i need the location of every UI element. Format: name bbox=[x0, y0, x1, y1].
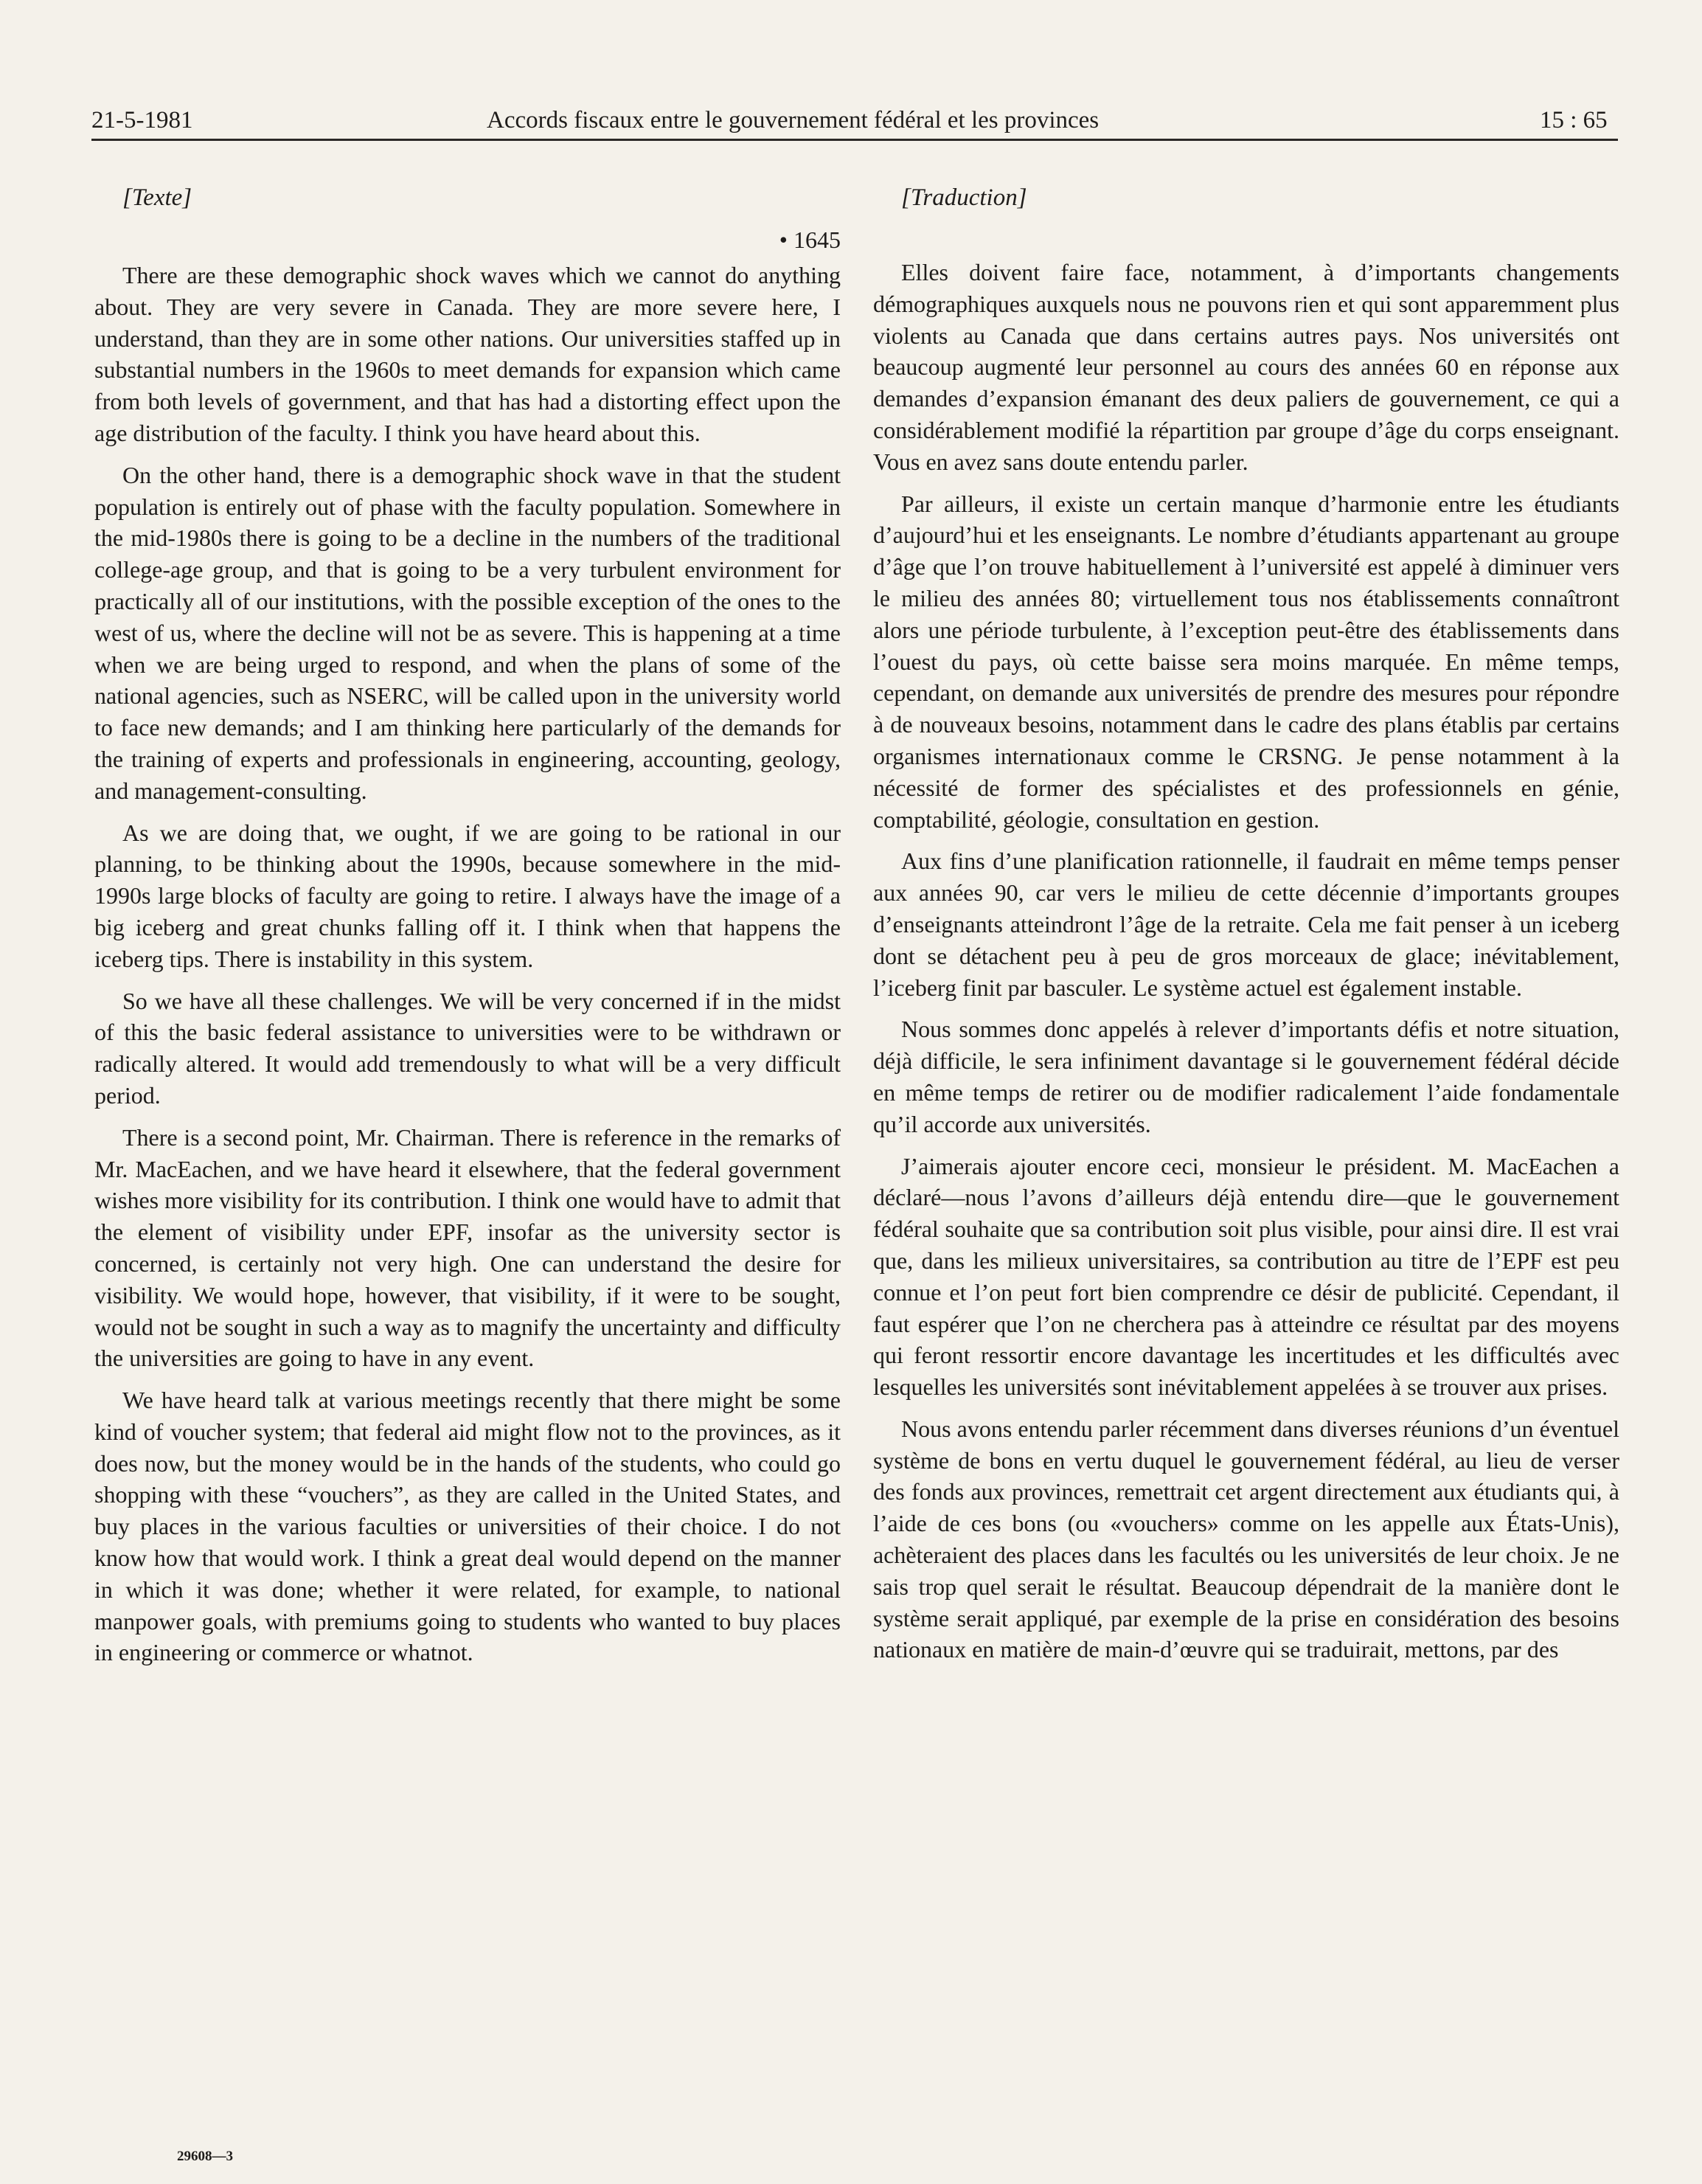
french-column bbox=[873, 181, 1619, 1676]
column-spacer bbox=[873, 224, 1619, 257]
paragraph: As we are doing that, we ought, if we are going to be rational in our planning, to be thinking about the 1990s, because somewhere in the mid-1990s large blocks of faculty are going to retire. I always have the image of a big iceberg and great chunks falling off it. I think when that happens the iceberg tips. There is instability in this system. bbox=[94, 819, 841, 972]
text-marker: [Texte] bbox=[122, 184, 192, 211]
paragraph: There are these demographic shock waves which we cannot do anything about. They are very severe in Canada. They are more severe here, I understand, than they are in some other nations. Our universities staffed up in substantial numbers in the 1960s to meet demands for expansion which came from both levels of government, and that has had a distorting effect upon the age distribution of the faculty. I think you have heard about this. bbox=[94, 262, 841, 446]
footer-code: 29608—3 bbox=[177, 2149, 233, 2164]
paragraph: On the other hand, there is a demographic shock wave in that the student population is entirely out of phase with the faculty population. Somewhere in the mid-1980s there is going to be a decline in the numbers of the traditional college-age group, and that is going to be a very turbulent environment for practically all of our institutions, with the possible exception of the ones to the west of us, where the decline will not be as severe. This is happening at a time when we are being urged to respond, and when the plans of some of the national agencies, such as NSERC, will be called upon in the university world to face new demands; and I am thinking here particularly of the demands for the training of experts and professionals in engineering, accounting, geology, and management-consulting. bbox=[94, 461, 841, 804]
time-reference: • 1645 bbox=[779, 226, 841, 253]
paragraph: Elles doivent faire face, notamment, à d’importants changements démographiques auxquels nous ne pouvons rien et qui sont apparemment plus violents au Canada que dans certains autres pays. Nos universités ont beaucoup augmenté leur personnel au cours des années 60 en réponse aux demandes d’expansion émanant des deux paliers de gouvernement, ce qui a considérablement modifié la répartition par groupe d’âge du corps enseignant. Vous en avez sans doute entendu parler. bbox=[873, 259, 1619, 475]
paragraph: Par ailleurs, il existe un certain manque d’harmonie entre les étudiants d’aujourd’hui et les enseignants. Le nombre d’étudiants appartenant au groupe d’âge que l’on trouve habituellement à l’université est appelé à diminuer vers le milieu des années 80; virtuellement tous nos établissements connaîtront alors une période turbulente, à l’exception peut-être des établissements dans l’ouest du pays, où cette baisse sera moins marquée. En même temps, cependant, on demande aux universités de prendre des mesures pour répondre à de nouveaux besoins, notamment dans le cadre des plans établis par certains organismes internationaux comme le CRSNG. Je pense notamment à la nécessité de former des spécialistes et des professionnels en génie, comptabilité, géologie, consultation en gestion. bbox=[873, 490, 1619, 833]
paragraph: Nous sommes donc appelés à relever d’importants défis et notre situation, déjà difficile, le sera infiniment davantage si le gouvernement fédéral décide en même temps de retirer ou de modifier radicalement l’aide fondamentale qu’il accorde aux universités. bbox=[873, 1016, 1619, 1137]
header-rule bbox=[91, 139, 1618, 141]
paragraph: We have heard talk at various meetings recently that there might be some kind of voucher system; that federal aid might flow not to the provinces, as it does now, but the money would be in the hands of the students, who could go shopping with these “vouchers”, as they are called in the United States, and buy places in the various faculties or universities of their choice. I do not know how that would work. I think a great deal would depend on the manner in which it was done; whether it were related, for example, to national manpower goals, with premiums going to students who wanted to buy places in engineering or commerce or whatnot. bbox=[94, 1387, 841, 1666]
paragraph: Nous avons entendu parler récemment dans diverses réunions d’un éventuel système de bons en vertu duquel le gouvernement fédéral, au lieu de verser des fonds aux provinces, remettrait cet argent directement aux étudiants qui, à l’aide de ces bons (ou «vouchers» comme on les appelle aux États-Unis), achèteraient des places dans les facultés ou les universités de leur choix. Je ne sais trop quel serait le résultat. Beaucoup dépendrait de la manière dont le système serait appliqué, par exemple de la prise en considération des besoins nationaux en matière de main-d’œuvre qui se traduirait, mettons, par des bbox=[873, 1415, 1619, 1663]
paragraph: J’aimerais ajouter encore ceci, monsieur le président. M. MacEachen a déclaré—nous l’avons d’ailleurs déjà entendu dire—que le gouvernement fédéral souhaite que sa contribution soit plus visible, pour ainsi dire. Il est vrai que, dans les milieux universitaires, sa contribution au titre de l’EPF est peu connue et l’on peut fort bien comprendre ce désir de publicité. Cependant, il faut espérer que l’on ne cherchera pas à atteindre ce résultat par des moyens qui feront ressortir encore davantage les incertitudes et les difficultés avec lesquelles les universités sont inévitablement appelées à se trouver aux prises. bbox=[873, 1152, 1619, 1401]
header-title: Accords fiscaux entre le gouvernement fédéral et les provinces bbox=[487, 107, 1100, 134]
header-date: 21-5-1981 bbox=[91, 107, 193, 134]
paragraph: Aux fins d’une planification rationnelle, il faudrait en même temps penser aux années 90, car vers le milieu de cette décennie d’importants groupes d’enseignants atteindront l’âge de la retraite. Cela me fait penser à un iceberg dont se détachent peu à peu de gros morceaux de glace; inévitablement, l’iceberg finit par basculer. Le système actuel est également instable. bbox=[873, 847, 1619, 1001]
paragraph: There is a second point, Mr. Chairman. There is reference in the remarks of Mr. MacEachen, and we have heard it elsewhere, that the federal government wishes more visibility for its contribution. I think one would have to admit that the element of visibility under EPF, insofar as the university sector is concerned, is certainly not very high. One can understand the desire for visibility. We would hope, however, that visibility, if it were to be sought, would not be sought in such a way as to magnify the uncertainty and difficulty the universities are going to have in any event. bbox=[94, 1123, 841, 1372]
paragraph: So we have all these challenges. We will be very concerned if in the midst of this the basic federal assistance to universities were to be withdrawn or radically altered. It would add tremendously to what will be a very difficult period. bbox=[94, 987, 841, 1109]
translation-marker: [Traduction] bbox=[901, 184, 1027, 211]
header-page-number: 15 : 65 bbox=[1540, 107, 1608, 134]
english-column bbox=[94, 181, 841, 1679]
